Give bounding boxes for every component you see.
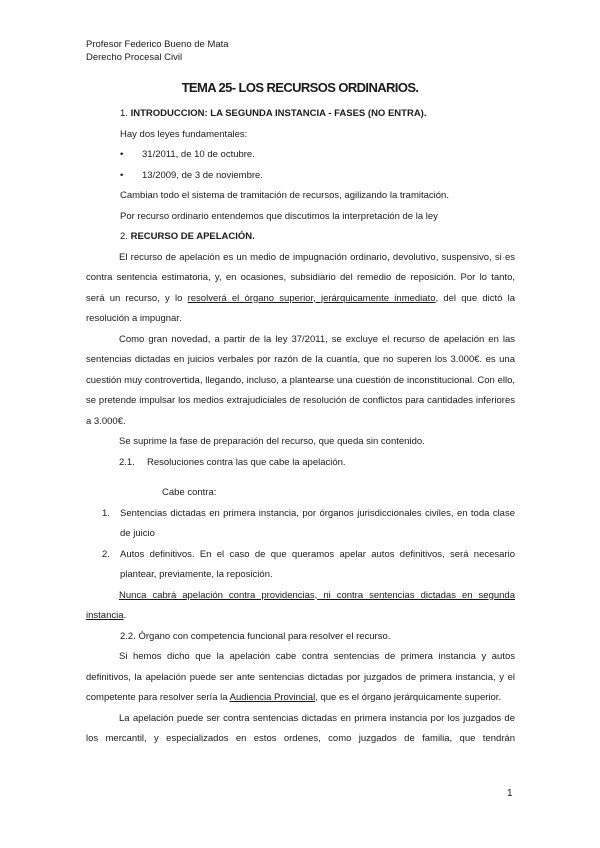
list-item: • 31/2011, de 10 de octubre. — [86, 145, 515, 166]
nunca-note: Nunca cabrá apelación contra providencias, ni contra sentencias dictadas en segunda instancia. — [86, 589, 515, 621]
header-subject: Derecho Procesal Civil — [86, 52, 183, 63]
numbered-item: 2. Autos definitivos. En el caso de que queramos apelar autos definitivos, será necesario plantear, previamente, la reposición. — [102, 548, 515, 580]
document-body — [86, 104, 515, 750]
subsection-2-2-heading: 2.2. Órgano con competencia funcional para resolver el recurso. — [120, 630, 391, 642]
section-2-paragraph: Se suprime la fase de preparación del recurso, que queda sin contenido. — [119, 436, 425, 447]
cabe-contra-label: Cabe contra: — [162, 487, 217, 498]
list-item: • 13/2009, de 3 de noviembre. — [86, 166, 515, 187]
section-1-intro: Hay dos leyes fundamentales: — [120, 128, 248, 140]
section-2-paragraph: El recurso de apelación es un medio de impugnación ordinario, devolutivo, suspensivo, si es contra sentencia estimatoria, y, en ocasiones, subsidiario del remedio de reposición. Por lo tanto, será un recurso, y lo resolverá el órgano superior, jerárquicamente inmediato, del que dictó la resolución a impugnar. — [86, 251, 515, 324]
section-2-heading: 2. RECURSO DE APELACIÓN. — [120, 231, 255, 242]
page-header — [86, 38, 229, 64]
section-1-paragraph: Por recurso ordinario entendemos que discutimos la interpretación de la ley — [120, 210, 438, 222]
bullet-icon: • — [120, 169, 124, 181]
subsection-2-2-paragraph: La apelación puede ser contra sentencias dictadas en primera instancia por los juzgados de los mercantil, y especializados en estos ordenes, como juzgados de familia, que tendrán — [86, 712, 515, 744]
document-title: TEMA 25- LOS RECURSOS ORDINARIOS. — [181, 80, 419, 95]
subsection-2-2-paragraph: Si hemos dicho que la apelación cabe contra sentencias de primera instancia y autos definitivos, la apelación puede ser ante sentencias dictadas por juzgados de primera instancia, y el competente para resolver sería la Audiencia Provincial, que es el órgano jerárquicamente superior. — [86, 651, 515, 703]
section-2-paragraph: Como gran novedad, a partir de la ley 37/2011, se excluye el recurso de apelación en las sentencias dictadas en juicios verbales por razón de la cuantía, que no superen los 3.000€. es una cuestión muy controvertida, llegando, incluso, a plantearse una cuestión de inconstitucional. Con ello, se pretende impulsar los medios extrajudiciales de resolución de conflictos para cantidades inferiores a 3.000€. — [86, 333, 515, 427]
bullet-icon: • — [120, 149, 124, 160]
numbered-item: 1. Sentencias dictadas en primera instancia, por órganos jurisdiccionales civiles, en toda clase de juicio — [102, 507, 515, 539]
section-1-paragraph: Cambian todo el sistema de tramitación de recursos, agilizando la tramitación. — [120, 190, 449, 201]
header-author: Profesor Federico Bueno de Mata — [86, 39, 229, 50]
page-number: 1 — [507, 788, 513, 799]
section-1-heading: 1. INTRODUCCION: LA SEGUNDA INSTANCIA - FASES (NO ENTRA). — [120, 108, 427, 119]
subsection-2-1-heading: 2.1. Resoluciones contra las que cabe la apelación. — [119, 456, 346, 468]
